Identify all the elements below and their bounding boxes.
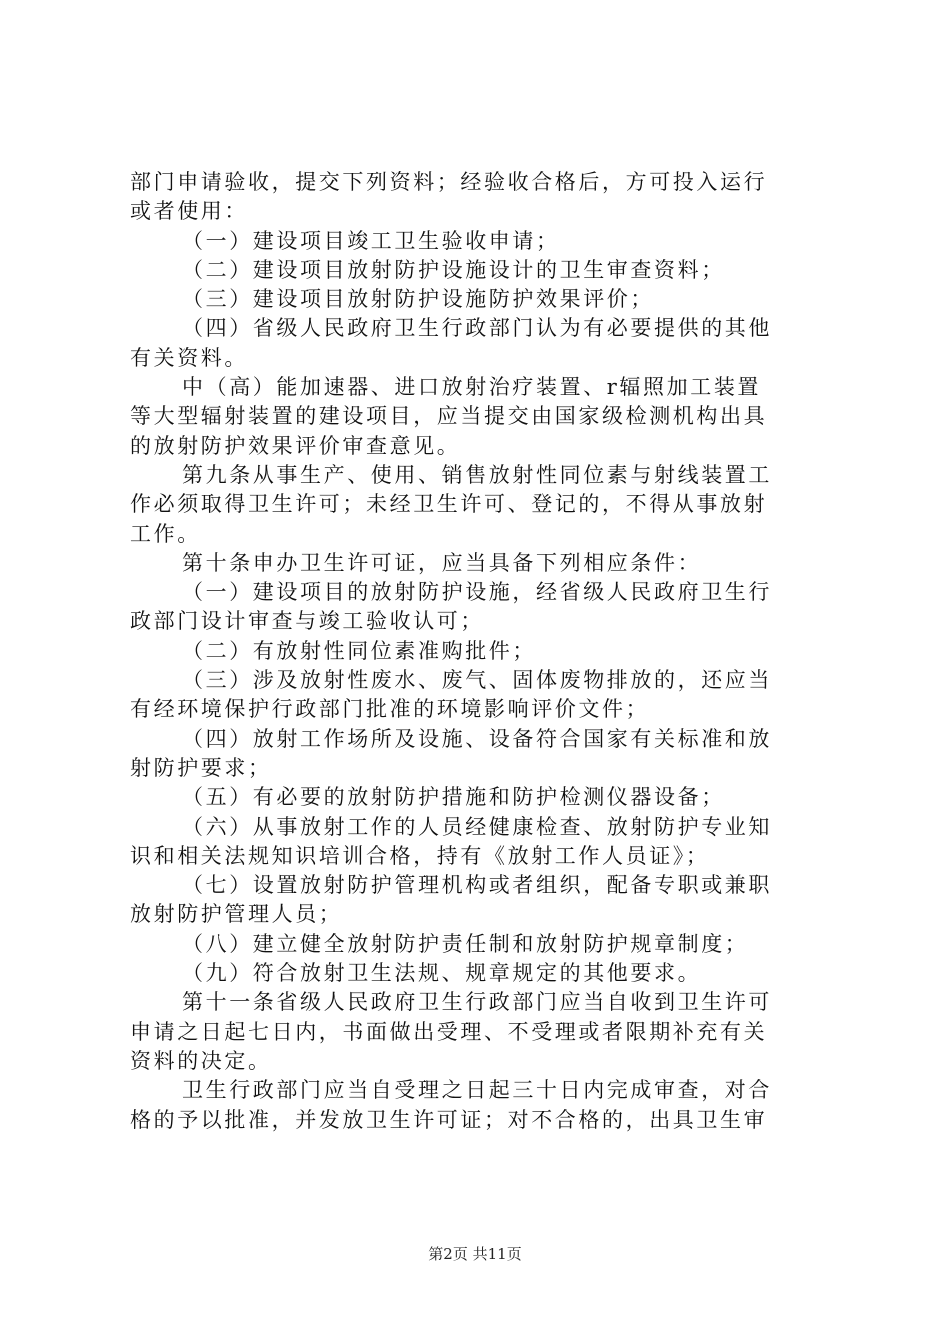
- document-line: （四）放射工作场所及设施、设备符合国家有关标准和放: [182, 726, 772, 751]
- document-line: 第十条申办卫生许可证，应当具备下列相应条件：: [182, 550, 702, 575]
- document-line: 工作。: [130, 521, 201, 546]
- document-line: 有经环境保护行政部门批准的环境影响评价文件；: [130, 697, 650, 722]
- document-line: （四）省级人民政府卫生行政部门认为有必要提供的其他: [182, 316, 772, 341]
- document-line: （三）涉及放射性废水、废气、固体废物排放的，还应当: [182, 668, 772, 693]
- document-line: （八）建立健全放射防护责任制和放射防护规章制度；: [182, 931, 749, 956]
- document-line: 第十一条省级人民政府卫生行政部门应当自收到卫生许可: [182, 990, 772, 1015]
- document-body: [130, 168, 830, 1135]
- document-line: 部门申请验收，提交下列资料；经验收合格后，方可投入运行: [130, 170, 768, 194]
- document-line: （二）建设项目放射防护设施设计的卫生审查资料；: [182, 257, 725, 282]
- document-line: （二）有放射性同位素准购批件；: [182, 638, 536, 663]
- document-line: 识和相关法规知识培训合格，持有《放射工作人员证》；: [130, 843, 710, 868]
- document-line: （一）建设项目的放射防护设施，经省级人民政府卫生行: [182, 580, 772, 605]
- page-footer: 第2页 共11页: [428, 1245, 522, 1263]
- document-line: 的放射防护效果评价审查意见。: [130, 433, 461, 458]
- document-line: 作必须取得卫生许可；未经卫生许可、登记的，不得从事放射: [130, 492, 768, 517]
- document-line: 中（高）能加速器、进口放射治疗装置、r辐照加工装置: [182, 375, 762, 400]
- document-line: （九）符合放射卫生法规、规章规定的其他要求。: [182, 961, 702, 986]
- document-line: （五）有必要的放射防护措施和防护检测仪器设备；: [182, 785, 725, 810]
- document-line: 资料的决定。: [130, 1048, 272, 1073]
- document-line: 卫生行政部门应当自受理之日起三十日内完成审查，对合: [182, 1078, 772, 1103]
- document-line: 格的予以批准，并发放卫生许可证；对不合格的，出具卫生审: [130, 1107, 768, 1132]
- document-line: 第九条从事生产、使用、销售放射性同位素与射线装置工: [182, 462, 772, 487]
- document-line: 射防护要求；: [130, 755, 272, 780]
- document-line: 等大型辐射装置的建设项目，应当提交由国家级检测机构出具: [130, 404, 768, 429]
- document-line: （七）设置放射防护管理机构或者组织，配备专职或兼职: [182, 873, 772, 898]
- document-line: 放射防护管理人员；: [130, 902, 343, 927]
- document-line: 申请之日起七日内，书面做出受理、不受理或者限期补充有关: [130, 1019, 768, 1044]
- document-line: 或者使用：: [130, 199, 248, 224]
- document-line: （三）建设项目放射防护设施防护效果评价；: [182, 287, 654, 312]
- document-line: 有关资料。: [130, 345, 248, 370]
- document-line: （一）建设项目竣工卫生验收申请；: [182, 228, 560, 253]
- document-line: （六）从事放射工作的人员经健康检查、放射防护专业知: [182, 814, 772, 839]
- document-line: 政部门设计审查与竣工验收认可；: [130, 609, 484, 634]
